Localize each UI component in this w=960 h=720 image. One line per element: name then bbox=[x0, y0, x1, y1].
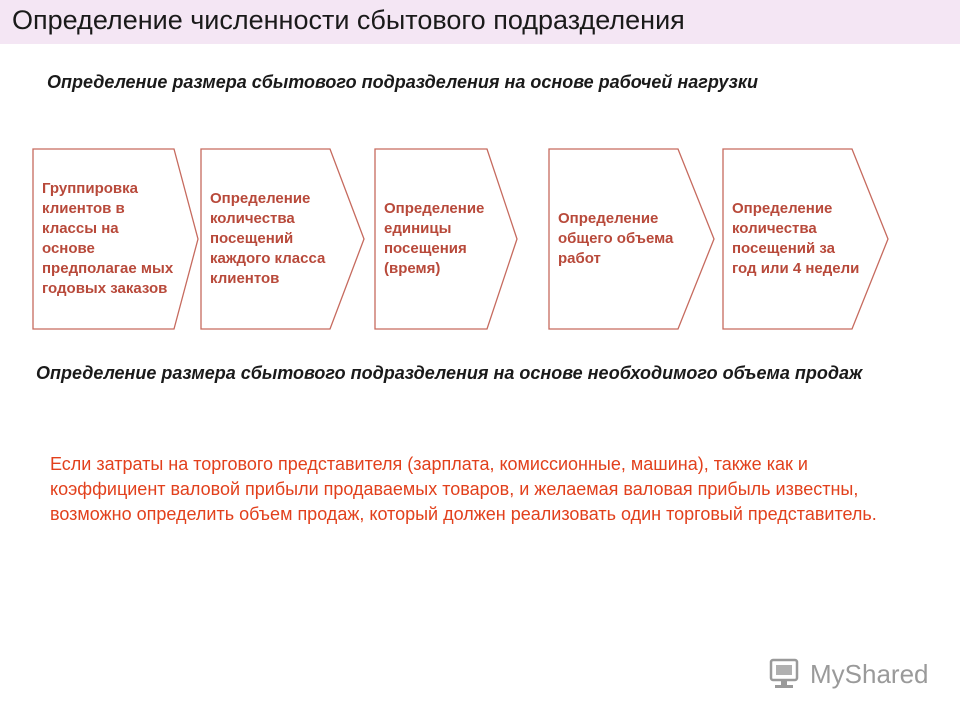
title-bar bbox=[0, 0, 960, 44]
process-step-3 bbox=[374, 148, 542, 330]
process-step-1 bbox=[32, 148, 200, 330]
sales-paragraph: Если затраты на торгового представителя (зарплата, комиссионные, машина), также как и коэффициент валовой прибыли продаваемых товаров, и желаемая валовая прибыль известны, возможно определить объем продаж, который должен реализовать один торговый представитель. bbox=[50, 454, 877, 524]
step-label: Определение количества посещений каждого класса клиентов bbox=[210, 190, 326, 287]
page-title: Определение численности сбытового подразделения bbox=[12, 5, 685, 35]
process-step-5 bbox=[722, 148, 890, 330]
process-step-2 bbox=[200, 148, 368, 330]
step-label: Определение количества посещений за год или 4 недели bbox=[732, 200, 860, 277]
workload-heading: Определение размера сбытового подразделения на основе рабочей нагрузки bbox=[47, 72, 758, 92]
step-label: Определение общего объема работ bbox=[558, 210, 674, 267]
logo-text: MyShared bbox=[810, 658, 929, 689]
myshared-logo bbox=[768, 654, 929, 694]
myshared-logo-icon bbox=[768, 657, 804, 691]
process-step-4 bbox=[548, 148, 716, 330]
sales-heading: Определение размера сбытового подразделения на основе необходимого объема продаж bbox=[36, 363, 863, 383]
step-label: Группировка клиентов в классы на основе предполагае мых годовых заказов bbox=[42, 180, 174, 297]
step-label: Определение единицы посещения (время) bbox=[384, 200, 485, 277]
